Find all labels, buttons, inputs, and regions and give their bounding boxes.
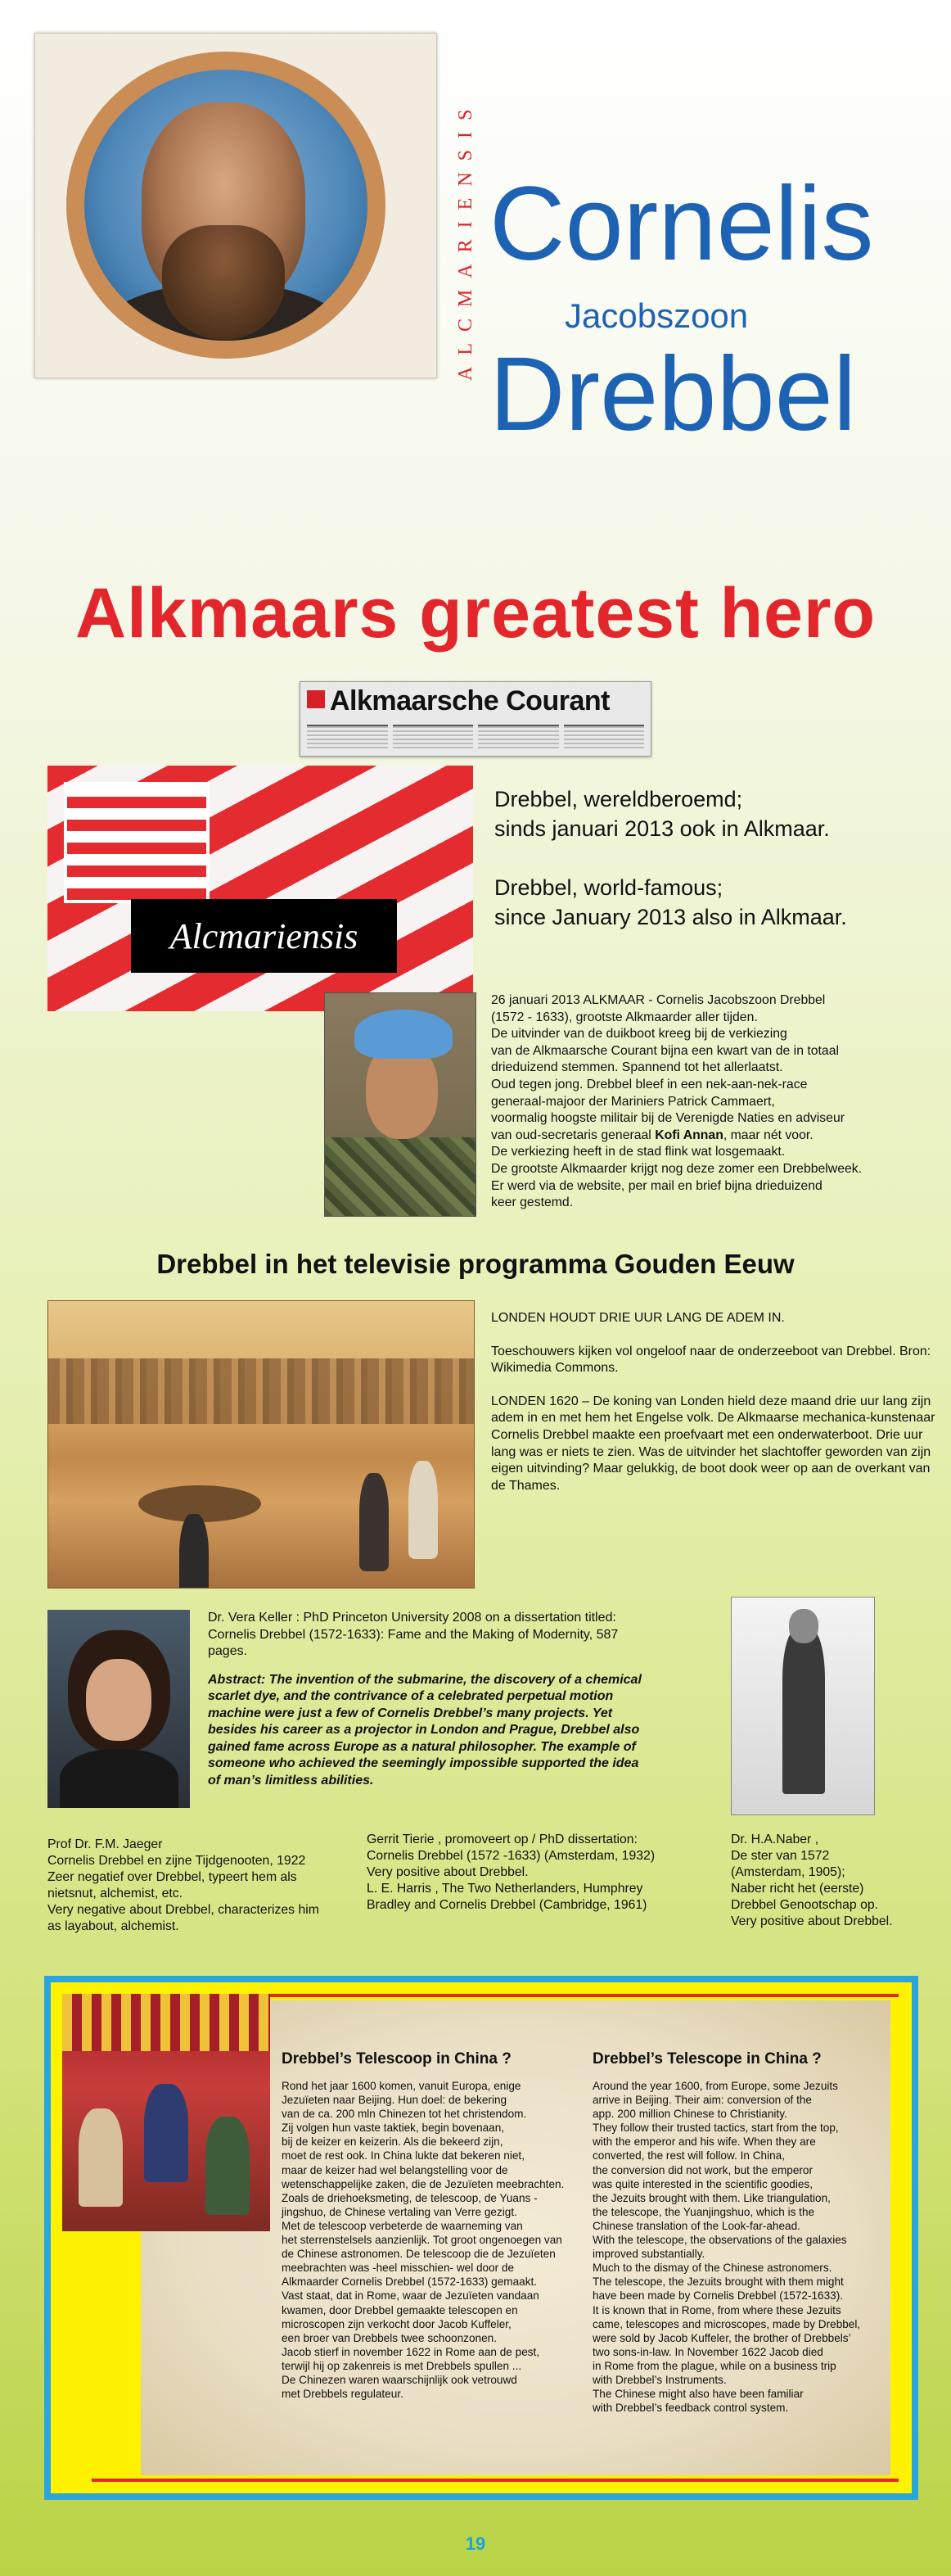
famous-nl-line-2: sinds januari 2013 ook in Alkmaar.	[494, 816, 830, 841]
naber-photo	[731, 1597, 875, 1815]
telescope-nl-line: de Chinese astronomen. De telescoop die de Jezuïeten	[282, 2248, 556, 2261]
telescope-en-line: Around the year 1600, from Europe, some Jezuits	[593, 2080, 838, 2092]
telescope-en-line: Chinese translation of the Look-far-ahead.	[593, 2219, 800, 2232]
page-number: 19	[465, 2533, 486, 2554]
kofi-annan-name: Kofi Annan	[655, 1128, 723, 1142]
telescope-en-line: app. 200 million Chinese to Christianity.	[593, 2108, 787, 2121]
telescope-en-line: with Drebbel’s Instruments.	[593, 2373, 727, 2386]
flag-label: Alcmariensis	[131, 899, 397, 973]
telescope-en-line: improved substantially.	[593, 2248, 705, 2261]
drebbel-portrait	[66, 52, 385, 359]
keller-text	[208, 1610, 654, 1801]
telescope-en-title: Drebbel’s Telescope in China ?	[593, 2050, 822, 2068]
telescope-nl-line: met Drebbels regulateur.	[282, 2388, 403, 2401]
telescope-en-line: The telescope, the Jezuits brought with them might	[593, 2275, 844, 2289]
telescope-en-line: arrive in Beijing. Their aim: conversion of the	[593, 2094, 812, 2107]
telescope-nl-line: van de ca. 200 mln Chinezen tot het christendom.	[282, 2108, 527, 2121]
telescope-nl-line: De Chinezen waren waarschijnlijk ook vetrouwd	[282, 2373, 517, 2386]
telescope-nl-line: Vast staat, dat in Rome, waar de Jezuïeten vandaan	[282, 2289, 539, 2303]
telescope-en-line: the telescope, the Yuanjingshuo, which is the	[593, 2205, 815, 2218]
alkmaar-flag-image	[47, 766, 473, 1011]
keller-intro: Dr. Vera Keller : PhD Princeton University 2008 on a dissertation titled: Cornelis Drebbel (1572-1633): Fame and the Making of Modernity, 587 pages.	[208, 1611, 619, 1658]
telescope-en-line: was quite interested in the scientific goodies,	[593, 2177, 814, 2190]
famous-en-line-1: Drebbel, world-famous;	[494, 875, 723, 900]
telescope-nl-line: bij de keizer en keizerin. Als die bekeerd zijn,	[282, 2135, 503, 2149]
hero-title: Alkmaars greatest hero	[75, 574, 876, 653]
telescope-nl-line: wetenschappelijke zaken, die de Jezuïeten meebrachten.	[282, 2177, 565, 2190]
telescope-nl-line: Jacob stierf in november 1622 in Rome aan de pest,	[282, 2345, 540, 2358]
chinese-court-painting	[62, 1994, 270, 2231]
telescope-en-line: It is known that in Rome, from where these Jezuits	[593, 2303, 841, 2316]
london-caption: Toeschouwers kijken vol ongeloof naar de onderzeeboot van Drebbel. Bron: Wikimedia Commons.	[491, 1344, 931, 1376]
telescope-nl-line: kwamen, door Drebbel gemaakte telescopen en	[282, 2303, 518, 2316]
telescope-en-line: the conversion did not work, but the emperor	[593, 2163, 814, 2176]
telescope-en-line: two sons-in-law. In November 1622 Jacob died	[593, 2345, 823, 2358]
election-article: 26 januari 2013 ALKMAAR - Cornelis Jacobszoon Drebbel (1572 - 1633), grootste Alkmaarder aller tijden. De uitvinder van de duikboot kreeg bij de verkiezing van de Alkmaarsche Courant bijna een kwart van de in totaal drieduizend stemmen. Spannend tot het allerlaatst. Oud tegen jong. Drebbel bleef in een nek-aan-nek-race generaal-majoor der Mariniers Patrick Cammaert, voormalig hoogste militair bij de Verenigde Naties en adviseur van oud-secretaris generaal Kofi Annan, maar nét voor. De verkiezing heeft in de stad flink wat losgemaakt. De grootste Alkmaarder krijgt nog deze zomer een Drebbelweek. Er werd via de website, per mail en brief bijna drieduizend keer gestemd.	[491, 993, 863, 1210]
telescope-nl-line: maar de keizer had wel belangstelling voor de	[282, 2163, 508, 2176]
telescope-nl-line: microscopen zijn verkocht door Jacob Kuffeler,	[282, 2317, 512, 2330]
telescope-nl-line: een broer van Drebbels twee schoonzonen.	[282, 2331, 497, 2344]
vertical-label: ALCMARIENSIS	[455, 97, 476, 381]
telescope-en-line: converted, the rest will follow. In China,	[593, 2149, 785, 2162]
telescope-nl-line: het sterrenstelsels aanzienlijk. Tot groot ongenoegen van	[282, 2234, 562, 2247]
telescope-nl-line: Zoals de driehoeksmeting, de telescoop, de Yuans -	[282, 2191, 538, 2204]
telescope-nl-line: terwijl hij op zakenreis is met Drebbels spullen ...	[282, 2359, 522, 2372]
name-jacobszoon: Jacobszoon	[565, 296, 749, 335]
telescope-nl-line: Zij volgen hun vaste taktiek, begin bovenaan,	[282, 2122, 505, 2135]
telescope-en-line: They follow their trusted tactics, start from the top,	[593, 2122, 839, 2135]
world-famous-text	[494, 784, 936, 961]
telescope-nl-line: meebrachten was -heel misschien- wel door de	[282, 2262, 515, 2275]
tv-section-title: Drebbel in het televisie programma Gouden Eeuw	[156, 1249, 795, 1279]
telescope-en-line: were sold by Jacob Kuffeler, the brother of Drebbels’	[593, 2331, 851, 2344]
telescope-nl-line: Jezuïeten naar Beijing. Hun doel: de bekering	[282, 2094, 507, 2107]
vera-keller-photo	[47, 1610, 190, 1808]
newspaper-logo-icon	[307, 690, 325, 708]
telescope-en-body	[593, 2079, 895, 2415]
newspaper-banner	[300, 681, 651, 757]
famous-en-line-2: since January 2013 also in Alkmaar.	[494, 905, 847, 929]
telescope-nl-body	[282, 2079, 584, 2401]
telescope-nl-title: Drebbel’s Telescoop in China ?	[282, 2050, 512, 2068]
telescope-en-line: in Rome from the plague, while on a business trip	[593, 2359, 836, 2372]
telescope-en-line: with Drebbel’s feedback control system.	[593, 2402, 789, 2415]
telescope-en-line: The Chinese might also have been familiar	[593, 2388, 804, 2401]
famous-nl-line-1: Drebbel, wereldberoemd;	[494, 787, 743, 811]
cammaert-photo	[324, 992, 476, 1217]
telescope-en-line: With the telescope, the observations of the galaxies	[593, 2234, 847, 2247]
telescope-en-line: Much to the dismay of the Chinese astronomers.	[593, 2262, 832, 2275]
castle-emblem-icon	[64, 782, 210, 903]
london-submarine-painting	[47, 1300, 475, 1589]
telescope-en-line: with the emperor and his wife. When they are	[593, 2135, 816, 2149]
keller-abstract: Abstract: The invention of the submarine, the discovery of a chemical scarlet dye, and the contrivance of a celebrated perpetual motion machine were just a few of Cornelis Drebbel’s many projects. Yet besides his career as a projector in London and Prague, Drebbel also gained fame across Europe as a natural philosopher. The example of someone who achieved the seemingly impossible supported the idea of man’s limitless abilities.	[208, 1672, 642, 1787]
london-article	[491, 1310, 937, 1511]
telescope-en-line: came, telescopes and microscopes, made by Drebbel,	[593, 2317, 861, 2330]
telescope-nl-line: Alkmaarder Cornelis Drebbel (1572-1633) gemaakt.	[282, 2275, 538, 2289]
newspaper-title: Alkmaarsche Courant	[330, 685, 610, 716]
jaeger-text: Prof Dr. F.M. Jaeger Cornelis Drebbel en zijne Tijdgenooten, 1922 Zeer negatief over Drebbel, typeert hem als nietsnut, alchemist, etc. Very negative about Drebbel, characterizes him as layabout, alchemist.	[47, 1837, 319, 1933]
telescope-nl-line: moet de rest ook. In China lukte dat bekeren niet,	[282, 2149, 525, 2162]
name-cornelis: Cornelis	[489, 165, 874, 282]
tierie-text: Gerrit Tierie , promoveert op / PhD dissertation: Cornelis Drebbel (1572 -1633) (Amsterdam, 1932) Very positive about Drebbel. L. E. Harris , The Two Netherlanders, Humphrey Bradley and Cornelis Drebbel (Cambridge, 1961)	[367, 1833, 656, 1912]
newspaper-columns	[307, 725, 644, 749]
naber-text: Dr. H.A.Naber , De ster van 1572 (Amsterdam, 1905); Naber richt het (eerste) Drebbel Genootschap op. Very positive about Drebbel.	[731, 1833, 893, 1928]
telescope-en-line: have been made by Cornelis Drebbel (1572-1633).	[593, 2289, 844, 2303]
telescope-nl-line: Met de telescoop verbeterde de waarneming van	[282, 2219, 523, 2232]
telescope-en-line: the Jezuits brought with them. Like triangulation,	[593, 2191, 831, 2204]
drebbel-portrait-frame	[34, 33, 437, 378]
london-body: LONDEN 1620 – De koning van Londen hield deze maand drie uur lang zijn adem in en met hem het Engelse volk. De Alkmaarse mechanica-kunstenaar Cornelis Drebbel maakte een proefvaart met een onderwaterboot. Drie uur lang was er niets te zien. Was de uitvinder het slachtoffer geworden van zijn eigen uitvinding? Maar gelukkig, de boot dook weer op aan de overkant van de Thames.	[491, 1394, 935, 1493]
london-heading: LONDEN HOUDT DRIE UUR LANG DE ADEM IN.	[491, 1311, 785, 1325]
name-drebbel: Drebbel	[489, 336, 857, 453]
telescope-nl-line: Rond het jaar 1600 komen, vanuit Europa, enige	[282, 2080, 521, 2092]
telescope-nl-line: jingshuo, de Chinese vertaling van Verre gezigt.	[282, 2205, 517, 2218]
